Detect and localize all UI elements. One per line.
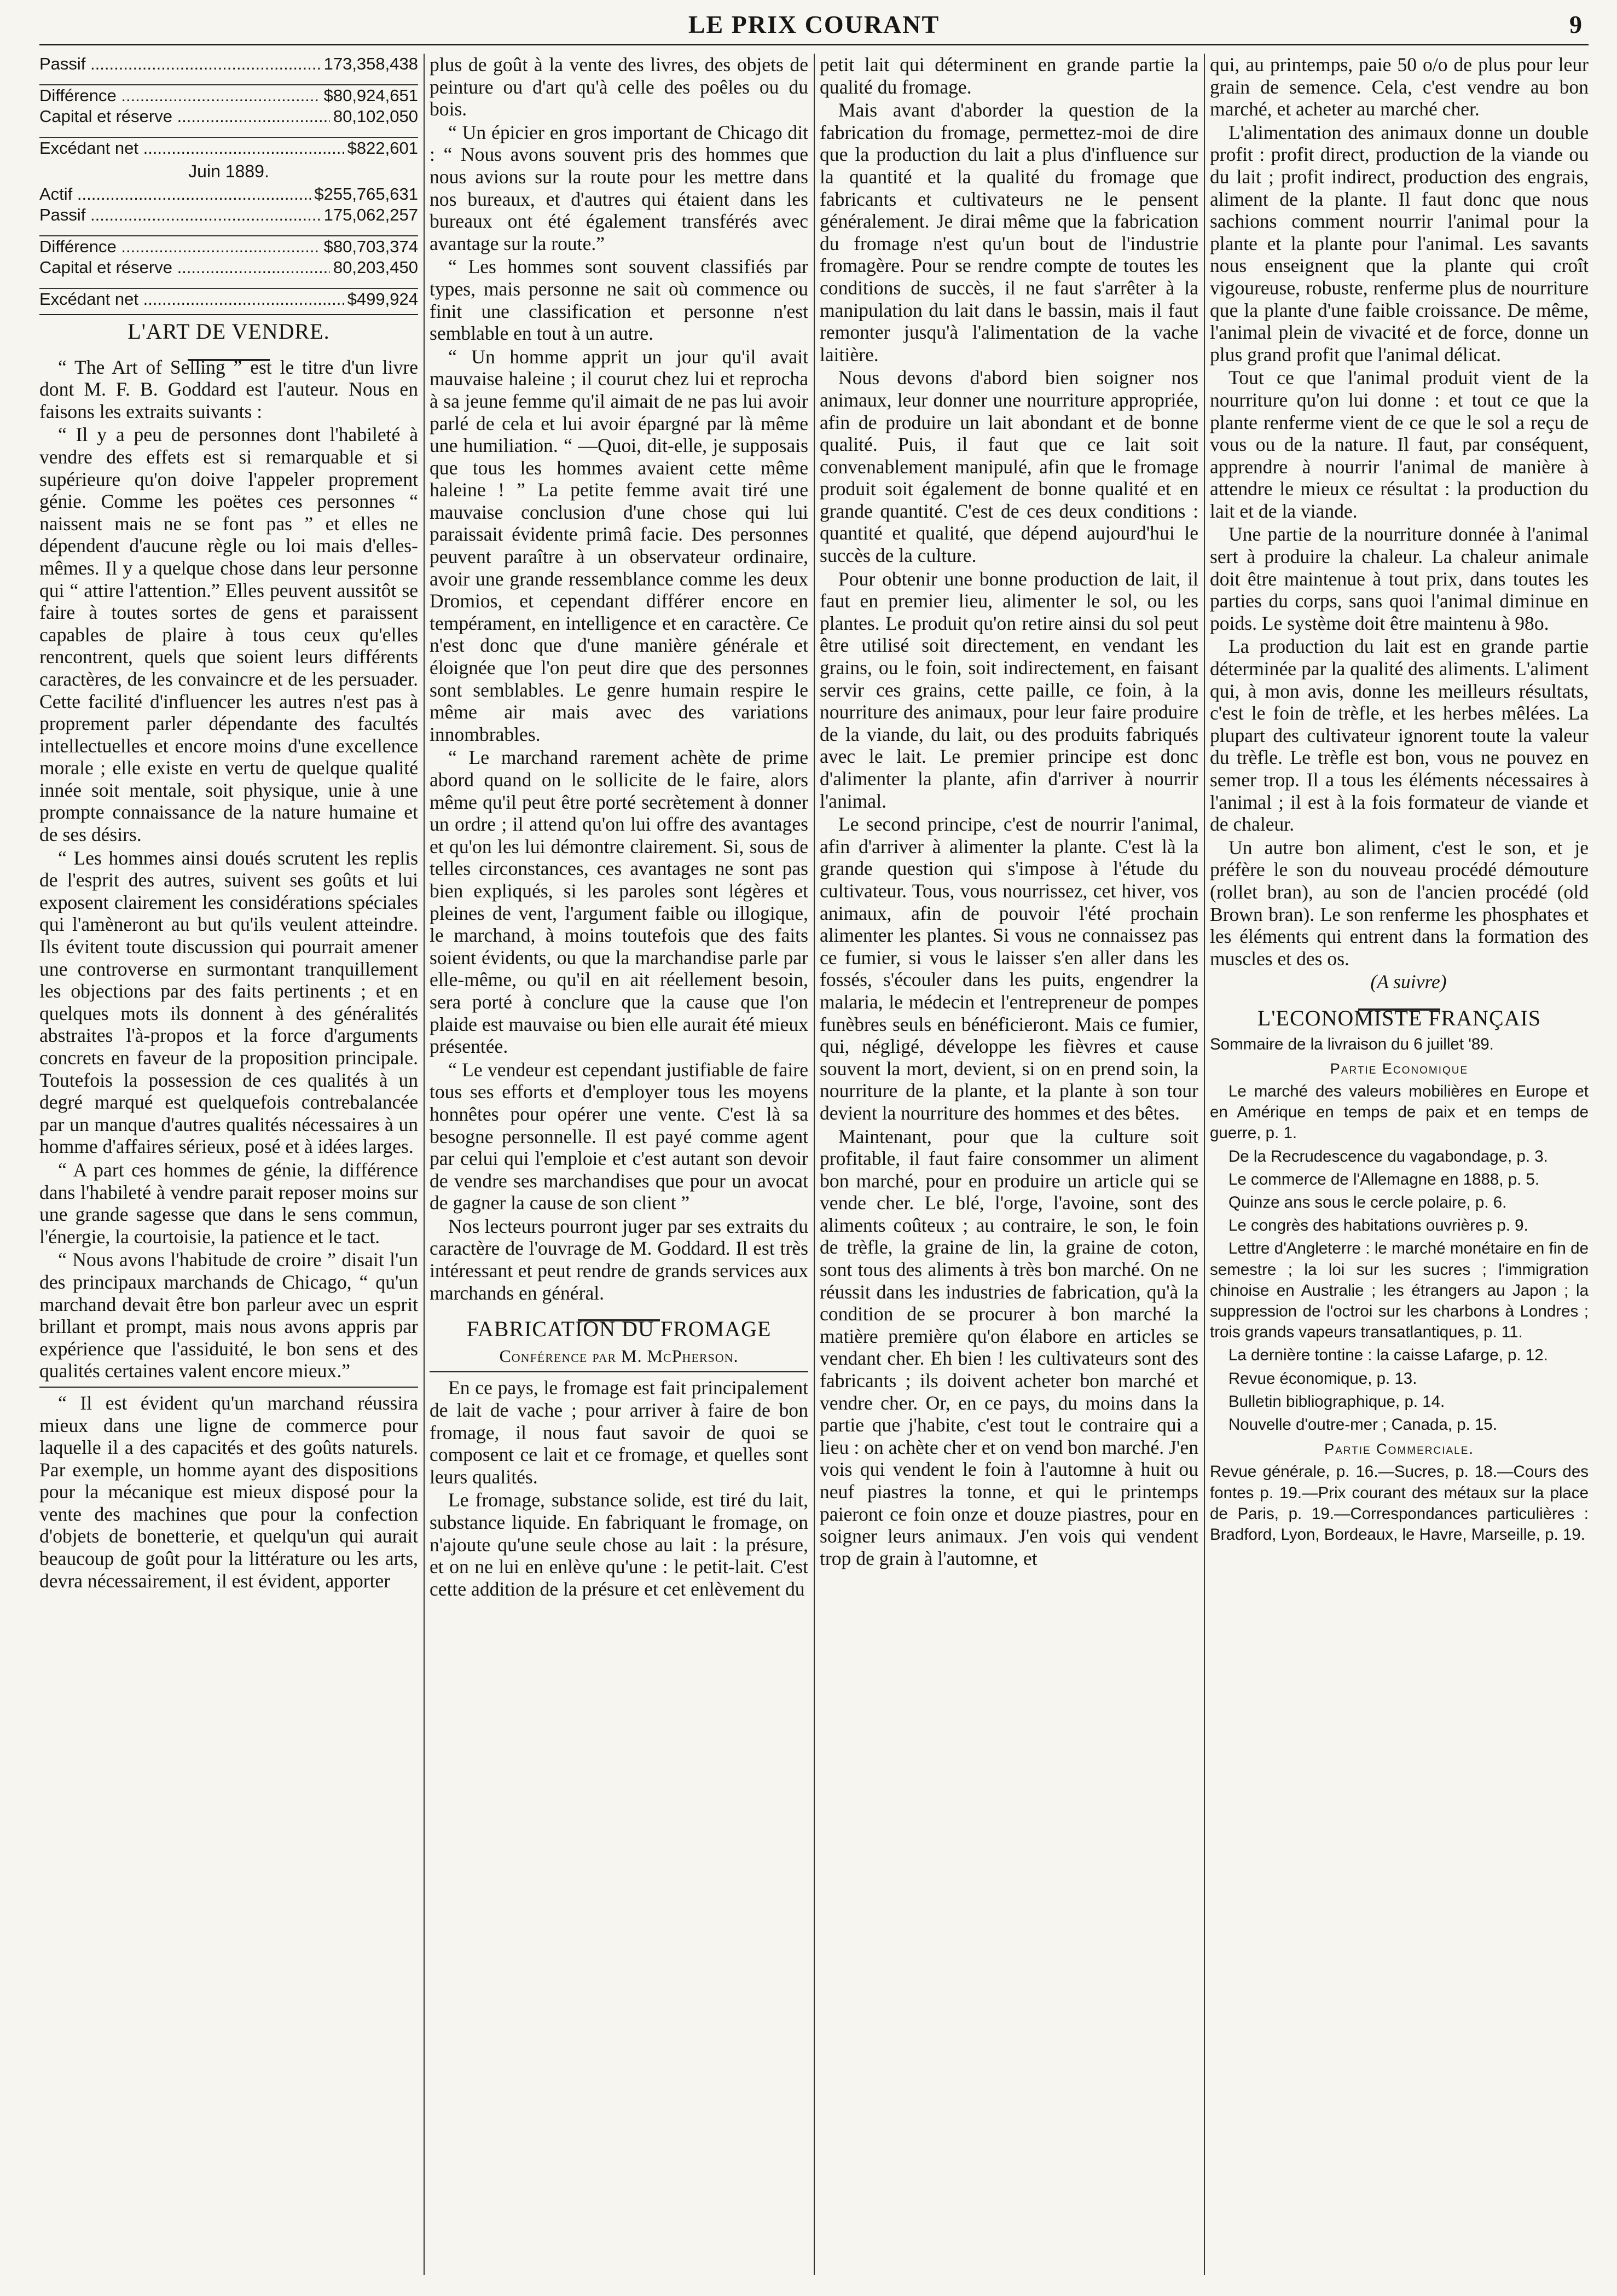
page-number: 9 bbox=[1569, 10, 1582, 38]
ornament-divider bbox=[39, 347, 418, 353]
paragraph: petit lait qui déterminent en grande partie la qualité du fromage. bbox=[820, 54, 1198, 98]
fin-row: Capital et réserve ..... 80,203,450 bbox=[39, 257, 418, 278]
paragraph: Maintenant, pour que la culture soit profitable, il faut faire consommer un aliment bon marché, pour en produire un article qui se vende cher. Le blé, l'orge, l'avoine, sont des aliments coûteux ; au contraire, le son, le foin de trèfle, la graine de lin, la graine de coton, sont tous des aliments à très bon marché. On ne réussit dans les industries de fabrication, qu'à la condition de se procurer à bon marché la matière première qu'on élabore en articles se vendant cher. Eh bien ! les cultivateurs sont des fabricants ; ils doivent acheter bon marché et vendre cher. Or, en ce pays, du moins dans la partie que j'habite, c'est tout le contraire qui a lieu : on achète cher et on vend bon marché. J'en vois qui vendent le foin à l'automne à huit ou neuf piastres la tonne, et qui le printemps paieront ce foin onze et douze piastres, pour en soigner leurs animaux. J'en vois qui vendent trop de grain à l'automne, et bbox=[820, 1125, 1198, 1569]
column-divider bbox=[814, 54, 815, 2275]
paragraph: qui, au printemps, paie 50 o/o de plus pour leur grain de semence. Cela, c'est vendre au bon marché, et acheter au marché cher. bbox=[1210, 54, 1589, 120]
paragraph: “ Le marchand rarement achète de prime abord quand on le sollicite de le faire, alors même qu'il peut être porté secrètement à donner un ordre ; il attend qu'on lui offre des avantages et qu'on les lui démontre clairement. Si, sous de telles circonstances, ces avantages ne sont pas bien expliqués, si les paroles sont légères et pleines de vent, l'argument faible ou illogique, le marchand, à moins toutefois que des faits soient évidents, ou que la marchandise parle par elle-même, ou qu'il en ait réellement besoin, sera porté à conclure que la cause que l'on plaide est mauvaise ou bien elle aurait été mieux présentée. bbox=[430, 746, 808, 1058]
fin-row: Actif ..... $255,765,631 bbox=[39, 184, 418, 205]
paragraph: Une partie de la nourriture donnée à l'animal sert à produire la chaleur. La chaleur animale doit être maintenue à tout prix, dans toutes les parties du corps, sans quoi l'animal diminue en poids. Le système doit être maintenu à 98o. bbox=[1210, 523, 1589, 634]
paragraph: Le fromage, substance solide, est tiré du lait, substance liquide. En fabriquant le fromage, on n'ajoute qu'une seule chose au lait : la présure, et on ne lui en enlève qu'une : le petit-lait. C'est cette addition de la présure et cet enlèvement du bbox=[430, 1489, 808, 1600]
paragraph: “ Un épicier en gros important de Chicago dit : “ Nous avons souvent pris des hommes que nous avions sur la route pour les mettre dans nos bureaux, et d'autres qui étaient dans les bureaux ont été également transférés avec avantage sur la route.” bbox=[430, 121, 808, 254]
column-4 bbox=[1210, 54, 1589, 2275]
toc-item: Le marché des valeurs mobilières en Europe et en Amérique en temps de paix et en temps de guerre, p. 1. bbox=[1210, 1082, 1589, 1143]
paragraph: “ Un homme apprit un jour qu'il avait mauvaise haleine ; il courut chez lui et reprocha à sa jeune femme qu'il aimait de ne pas lui avoir parlé de cela et lui avoir épargné par là même une humiliation. “ —Quoi, dit-elle, je supposais que tous les hommes avaient cette même haleine ! ” La petite femme avait tiré une mauvaise conclusion d'une chose qui lui paraissait évidente primâ facie. Des personnes peuvent paraître à un observateur ordinaire, avoir une grande ressemblance comme les deux Dromios, et cependant différer encore en tempérament, en intelligence et en caractère. Ce n'est donc que d'une manière générale et éloignée que l'on peut dire que des personnes sont semblables. Le genre humain respire le même air mais avec des variations innombrables. bbox=[430, 345, 808, 745]
column-1 bbox=[39, 54, 418, 2275]
paragraph: plus de goût à la vente des livres, des objets de peinture ou d'art qu'à celle des poêles ou du bois. bbox=[430, 54, 808, 120]
paragraph: La production du lait est en grande partie déterminée par la qualité des aliments. L'aliment qui, à mon avis, donne les meilleurs résultats, c'est le foin de trèfle, et les herbes mêlées. La plupart des cultivateur ignorent toute la valeur du trèfle. Le trèfle est bon, vous ne pouvez en semer trop. Il a tous les éléments nécessaires à l'animal ; il est à la fois formateur de viande et de chaleur. bbox=[1210, 635, 1589, 836]
toc-item: Lettre d'Angleterre : le marché monétaire en fin de semestre ; la loi sur les sucres ; l'immigration chinoise en Australie ; les étrangers au Japon ; la suppression de l'octroi sur les charbons à Londres ; trois grands vapeurs transatlantiques, p. 11. bbox=[1210, 1239, 1589, 1342]
paragraph: Nos lecteurs pourront juger par ses extraits du caractère de l'ouvrage de M. Goddard. Il est très intéressant et peut rendre de grands services aux marchands en général. bbox=[430, 1215, 808, 1304]
fin-row: Excédant net ..... $499,924 bbox=[39, 288, 418, 310]
article-heading: FABRICATION DU FROMAGE bbox=[466, 1317, 772, 1342]
column-3 bbox=[820, 54, 1198, 2275]
article-byline: Conférence par M. McPherson. bbox=[499, 1346, 739, 1366]
paragraph: “ Nous avons l'habitude de croire ” disait l'un des principaux marchands de Chicago, “ qu'un marchand devait être bon parleur avec un esprit brillant et prompt, mais nous avons appris par expérience que l'assiduité, le bon sens et des qualités certaines valent encore mieux.” bbox=[39, 1249, 418, 1382]
paragraph: “ Les hommes sont souvent classifiés par types, mais personne ne sait où commence ou finit une classification et personne n'est semblable en tout à un autre. bbox=[430, 256, 808, 345]
toc-item: Le commerce de l'Allemagne en 1888, p. 5. bbox=[1228, 1170, 1540, 1188]
financial-statement bbox=[39, 54, 418, 310]
paragraph: Un autre bon aliment, c'est le son, et je préfère le son du nouveau procédé démouture (rollet bran), au son de l'ancien procédé (old Brown bran). Le son renferme les phosphates et les éléments qui entrent dans la formation des muscles et des os. bbox=[1210, 836, 1589, 970]
masthead bbox=[39, 10, 1589, 45]
column-divider bbox=[1204, 54, 1205, 2275]
article-heading: L'ART DE VENDRE. bbox=[127, 319, 330, 344]
paragraph: Mais avant d'aborder la question de la fabrication du fromage, permettez-moi de dire que la production du lait a plus d'influence sur la quantité et la qualité du fromage que fabricants et cultivateurs ne le pensent généralement. Je dirai même que la fabrication du fromage n'est qu'un bout de l'industrie fromagère. Pour se rendre compte de toutes les conditions de succès, il ne faut s'arrêter à la manipulation du lait dans le bassin, mais il faut remonter jusqu'à l'alimentation de la vache laitière. bbox=[820, 99, 1198, 366]
to-be-continued: (A suivre) bbox=[1370, 971, 1447, 993]
toc-item: La dernière tontine : la caisse Lafarge, p. 12. bbox=[1228, 1346, 1548, 1365]
divider bbox=[430, 1371, 808, 1372]
fin-row: Différence ..... $80,703,374 bbox=[39, 235, 418, 257]
summary-line: Sommaire de la livraison du 6 juillet '89. bbox=[1210, 1035, 1494, 1053]
toc-item: Nouvelle d'outre-mer ; Canada, p. 15. bbox=[1228, 1415, 1498, 1434]
toc-item: Bulletin bibliographique, p. 14. bbox=[1228, 1392, 1445, 1411]
article-heading: L'ECONOMISTE FRANÇAIS bbox=[1257, 1005, 1541, 1030]
fin-month: Juin 1889. bbox=[188, 161, 269, 181]
paragraph: “ Il y a peu de personnes dont l'habileté à vendre des effets est si remarquable et si supérieure qu'on doive l'appeler proprement génie. Comme les poëtes ces personnes “ naissent mais ne se font pas ” et elles ne dépendent d'aucune règle ou loi mais d'elles-mêmes. Il y a quelque chose dans leur personne qui “ attire l'attention.” Elles peuvent aussitôt se faire à toutes sortes de gens et paraissent capables de plaire à tous ceux qu'elles rencontrent, quels que soient leurs différents caractères, de les convaincre et de les persuader. Cette facilité d'influencer les autres n'est pas à proprement parler dépendante des facultés intellectuelles et encore moins d'une excellence morale ; elle existe en vertu de quelque qualité innée soit mentale, soit physique, unie à une prompte connaissance de la nature humaine et de ses désirs. bbox=[39, 424, 418, 846]
fin-row: Capital et réserve ..... 80,102,050 bbox=[39, 106, 418, 127]
toc-item: Revue économique, p. 13. bbox=[1228, 1369, 1417, 1388]
divider bbox=[39, 314, 418, 315]
paragraph: “ Il est évident qu'un marchand réussira mieux dans une ligne de commerce pour laquelle il a des capacités et des goûts naturels. Par exemple, un homme ayant des dispositions pour la mécanique est mieux disposé pour la vente des machines que pour la confection d'objets de bonetterie, et quelqu'un qui aurait beaucoup de goût pour la littérature ou les arts, devra nécessairement, il est évident, apporter bbox=[39, 1391, 418, 1592]
newspaper-title: LE PRIX COURANT bbox=[688, 10, 940, 38]
paragraph: Pour obtenir une bonne production de lait, il faut en premier lieu, alimenter le sol, ou les plantes. Le produit qu'on retire ainsi du sol peut être utilisé soit directement, en vendant les grains, ou le foin, soit indirectement, en faisant servir ces grains, cette paille, ce foin, à la nourriture des animaux, pour leur faire produire de la viande, du lait, ou des produits fabriqués avec le lait. Le premier principe est donc d'alimenter la plante, afin d'arriver à nourrir l'animal. bbox=[820, 567, 1198, 812]
paragraph: Tout ce que l'animal produit vient de la nourriture qu'on lui donne : et tout ce que la plante renferme vient de ce que le sol a reçu de vous ou de la nature. Il faut, par conséquent, apprendre à nourrir l'animal de manière à attendre le mieux ce résultat : la production du lait et de la viande. bbox=[1210, 367, 1589, 522]
section-label: Partie Commerciale. bbox=[1324, 1441, 1474, 1458]
paragraph: L'alimentation des animaux donne un double profit : profit direct, production de la viande ou du lait ; profit indirect, production des engrais, aliment de la plante. Il faut donc que nous sachions comment nourrir l'animal pour la plante et la plante pour l'animal. Les savants nous enseignent que la plante qui croît vigoureuse, robuste, renferme plus de nourriture que la plante d'une faible croissance. De même, l'animal plein de vivacité et de force, donne un plus grand profit que l'animal délicat. bbox=[1210, 121, 1589, 366]
paragraph: “ A part ces hommes de génie, la différence dans l'habileté à vendre parait reposer moins sur une grande sagesse que dans le sens commun, l'énergie, la courtoisie, la patience et le tact. bbox=[39, 1158, 418, 1248]
paragraph: “ Le vendeur est cependant justifiable de faire tous ses efforts et d'employer tous les moyens honnêtes pour opérer une vente. C'est là sa besogne personnelle. Il est payé comme agent par celui qui l'emploie et c'est autant son devoir de vendre ses marchandises que pour un avocat de gagner la cause de son client ” bbox=[430, 1058, 808, 1214]
column-2 bbox=[430, 54, 808, 2275]
ornament-divider bbox=[430, 1307, 808, 1313]
fin-row: Passif ..... 175,062,257 bbox=[39, 205, 418, 225]
column-divider bbox=[424, 54, 425, 2275]
paragraph: “ Les hommes ainsi doués scrutent les replis de l'esprit des autres, suivent ses goûts et lui exposent clairement les considérations spéciales qui l'amèneront au but qu'ils veulent atteindre. Ils évitent toute discussion qui pourrait amener une controverse en surmontant tranquillement les objections par des faits pertinents ; et en quelques mots ils donnent à des généralités abstraites l'à-propos et la force d'arguments concrets en faveur de la proposition principale. Toutefois la possession de ces qualités à un degré marqué est quelquefois contrebalancée par un manque d'autres qualités nécessaires à un homme d'affaires sérieux, posé et à idées larges. bbox=[39, 846, 418, 1158]
fin-row: Excédant net ..... $822,601 bbox=[39, 137, 418, 159]
fin-row: Passif ..... 173,358,438 bbox=[39, 54, 418, 74]
section-label: Partie Economique bbox=[1330, 1060, 1469, 1077]
fin-row: Différence ..... $80,924,651 bbox=[39, 84, 418, 106]
paragraph: Le second principe, c'est de nourrir l'animal, afin d'arriver à alimenter la plante. C'est là la grande question qui s'impose à l'étude du cultivateur. Tous, vous nourrissez, cet hiver, vos animaux, afin de pouvoir l'été prochain alimenter les plantes. Si vous ne connaissez pas ce fumier, si vous le laisser s'en aller dans les fossés, s'écouler dans les puits, engendrer la malaria, le médecin et l'entrepreneur de pompes funèbres seuls en bénéficieront. Mais ce fumier, qui, négligé, développe les fièvres et cause souvent la mort, devient, si on en prend soin, la nourriture de la plante, et la plante à son tour devient la nourriture des hommes et des bêtes. bbox=[820, 813, 1198, 1124]
toc-item: Le congrès des habitations ouvrières p. 9. bbox=[1228, 1216, 1528, 1235]
ornament-divider bbox=[1210, 996, 1589, 1002]
divider bbox=[39, 1387, 418, 1388]
columns bbox=[39, 54, 1589, 2275]
paragraph: En ce pays, le fromage est fait principalement de lait de vache ; pour arriver à faire de bon fromage, il nous faut savoir de quoi se composent ce lait et ce fromage, et quelles sont leurs qualités. bbox=[430, 1377, 808, 1488]
toc-item: Revue générale, p. 16.—Sucres, p. 18.—Cours des fontes p. 19.—Prix courant des métaux sur la place de Paris, p. 19.—Correspondances particulières : Bradford, Lyon, Bordeaux, le Havre, Marseille, p. 19. bbox=[1210, 1463, 1589, 1544]
toc-item: Quinze ans sous le cercle polaire, p. 6. bbox=[1228, 1193, 1507, 1211]
paragraph: Nous devons d'abord bien soigner nos animaux, leur donner une nourriture appropriée, afin de produire un lait abondant et de bonne qualité. Puis, il faut que ce lait soit convenablement manipulé, afin que le fromage produit soit également de bonne qualité et en grande quantité. C'est de ces deux conditions : quantité et qualité, que dépend aujourd'hui le succès de la culture. bbox=[820, 367, 1198, 567]
paragraph: “ The Art of Selling ” est le titre d'un livre dont M. F. B. Goddard est l'auteur. Nous en faisons les extraits suivants : bbox=[39, 356, 418, 422]
toc-item: De la Recrudescence du vagabondage, p. 3. bbox=[1228, 1147, 1548, 1166]
table-of-contents bbox=[1210, 1034, 1589, 1546]
